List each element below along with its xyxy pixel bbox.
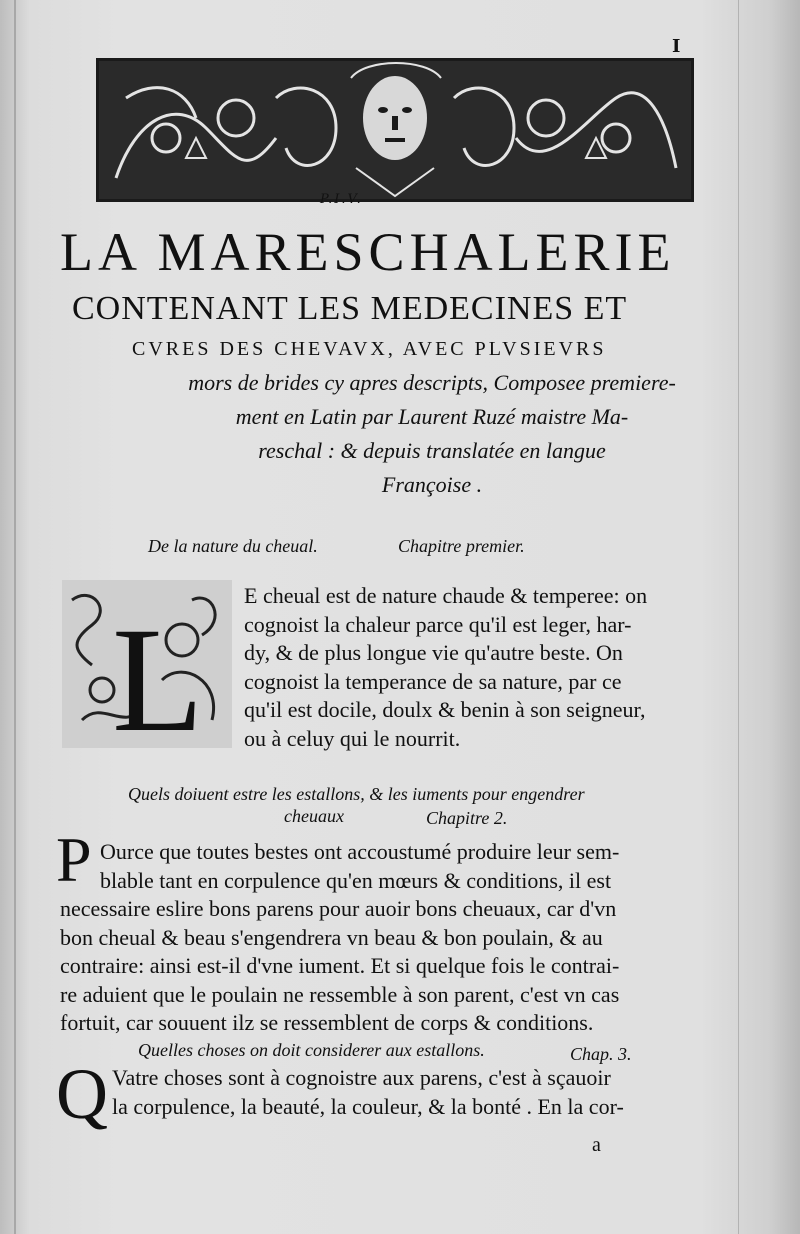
title-italic-block [132,366,732,502]
text-line: bon cheual & beau s'engendrera vn beau & bon poulain, & au [60,924,603,950]
page-edge [738,0,739,1234]
dropcap-L-letter: L [112,597,204,748]
chapter-1-heading: De la nature du cheual. [148,536,318,556]
text-line: dy, & de plus longue vie qu'autre beste. On [244,640,623,665]
text-line: la corpulence, la beauté, la couleur, & la bonté . En la cor- [112,1093,624,1119]
chapter-2-number: Chapitre 2. [426,808,508,828]
title-line-2: CONTENANT LES MEDECINES ET [72,290,628,327]
text-line: re aduient que le poulain ne ressemble à son parent, c'est vn cas [60,981,620,1007]
title-italic-line: mors de brides cy apres descripts, Composee premiere- [188,370,676,395]
text-line: ou à celuy qui le nourrit. [244,725,461,751]
text-line: contraire: ainsi est-il d'vne iument. Et si quelque fois le contrai- [60,953,620,978]
dropcap-Q: Q [56,1054,108,1134]
title-line-3: CVRES DES CHEVAVX, AVEC PLVSIEVRS [132,338,607,360]
catchword: a [592,1134,601,1156]
text-line: necessaire eslire bons parens pour auoir bons cheuaux, car d'vn [60,896,617,921]
text-line: blable tant en corpulence qu'en mœurs & conditions, il est [100,867,612,893]
text-line: Vatre choses sont à cognoistre aux parens, c'est à sçauoir [112,1065,611,1090]
text-line: cognoist la chaleur parce qu'il est leger, har- [244,611,632,637]
chapter-3-body [112,1064,722,1121]
text-line: E cheual est de nature chaude & temperee: on [244,583,648,608]
folio-number: I [672,36,681,57]
text-line: cognoist la temperance de sa nature, par ce [244,668,622,694]
text-line: Ource que toutes bestes ont accoustumé produire leur sem- [100,839,620,864]
signature-mark: P.I.V. [320,192,363,207]
chapter-2-heading: Quels doiuent estre les estallons, & les iuments pour engendrer [128,784,585,804]
title-italic-line: reschal : & depuis translatée en langue [258,438,606,463]
title-italic-line: Françoise . [381,472,483,497]
chapter-2-body [60,838,720,1038]
gutter-shadow [14,0,16,1234]
title-line-1: LA MARESCHALERIE [60,222,676,282]
chapter-3-heading: Quelles choses on doit considerer aux estallons. [138,1040,485,1060]
chapter-1-body [244,582,714,753]
chapter-1-number: Chapitre premier. [398,536,525,556]
chapter-3-number: Chap. 3. [570,1044,632,1064]
chapter-2-heading-cont: cheuaux [284,806,344,826]
text-line: qu'il est docile, doulx & benin à son seigneur, [244,697,646,722]
dropcap-L-icon [62,580,232,748]
title-italic-line: ment en Latin par Laurent Ruzé maistre Ma- [235,404,629,429]
decorative-headpiece-icon [96,58,694,202]
dropcap-P: P [56,824,92,895]
text-line: fortuit, car souuent ilz se ressemblent de corps & conditions. [60,1010,594,1035]
